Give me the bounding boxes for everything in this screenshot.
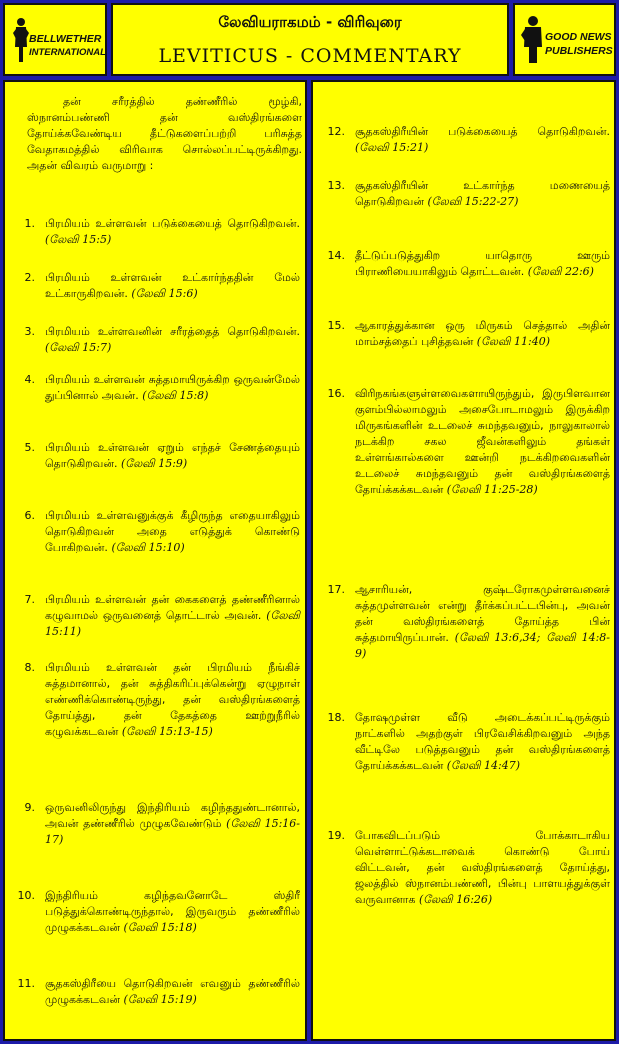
item-text: சூதகஸ்திரீயை தொடுகிறவன் எவனும் தண்ணீரில் முழுகக்கடவன் bbox=[45, 977, 300, 1006]
item-text: தீட்டுப்படுத்துகிற யாதொரு ஊரும் பிராணியையாகிலும் தொட்டவன். bbox=[355, 249, 610, 278]
bellwether-line2: INTERNATIONAL bbox=[29, 47, 106, 58]
item-number: 18. bbox=[327, 711, 345, 724]
title-tamil: லேவியராகமம் - விரிவுரை bbox=[218, 13, 402, 31]
bellwether-figure-icon bbox=[13, 17, 29, 63]
item-number: 4. bbox=[24, 373, 35, 386]
item-text: சூதகஸ்திரீயின் உட்கார்ந்த மணையைத் தொடுகிறவன் bbox=[355, 179, 610, 208]
item-reference: (லேவி 15:11) bbox=[45, 609, 300, 638]
item-reference: (லேவி 15:7) bbox=[45, 341, 112, 354]
intro-paragraph: தன் சரீரத்தில் தண்ணீரில் மூழ்கி, ஸ்நானம்பண்ணி தன் வஸ்திரங்களை தோய்க்கவேண்டிய தீட்டுகளைப்பற்றி பரிசுத்த வேதாகமத்தில் விரிவாக சொல்லப்பட்டிருக்கிறது. அதன் விவரம் வருமாறு : bbox=[27, 95, 302, 172]
item-number: 14. bbox=[327, 249, 345, 262]
item-text: பிரமியம் உள்ளவன் சுத்தமாயிருக்கிற ஒருவன்மேல் துப்பினால் அவன். bbox=[45, 373, 300, 402]
bellwether-logo bbox=[3, 3, 107, 76]
item-reference: (லேவி 15:22-27) bbox=[427, 195, 519, 208]
item-reference: (லேவி 15:18) bbox=[123, 921, 197, 934]
item-text: தோஷமுள்ள வீடு அடைக்கப்பட்டிருக்கும் நாட்களில் அதற்குள் பிரவேசிக்கிறவனும் அந்த வீட்டிலே படுத்தவனும் தன் வஸ்திரங்களைத் தோய்க்கக்கடவன் bbox=[355, 711, 610, 772]
item-reference: (லேவி 13:6,34; லேவி 14:8-9) bbox=[355, 631, 610, 660]
item-text: ஒருவனிலிருந்து இந்திரியம் கழிந்ததுண்டானால், அவன் தண்ணீரில் முழுகவேண்டும் bbox=[45, 801, 300, 830]
item-text: பிரமியம் உள்ளவனுக்குக் கீழிருந்த எதையாகிலும் தொடுகிறவன் அதை எடுத்துக் கொண்டு போகிறவன். bbox=[45, 509, 300, 554]
item-number: 3. bbox=[24, 325, 35, 338]
item-text: பிரமியம் உள்ளவன் உட்கார்ந்ததின் மேல் உட்காருகிறவன். bbox=[45, 271, 300, 300]
good-news-line2: PUBLISHERS bbox=[545, 45, 613, 57]
item-reference: (லேவி 15:16-17) bbox=[45, 817, 300, 846]
item-text: ஆகாரத்துக்கான ஒரு மிருகம் செத்தால் அதின் மாம்சத்தைப் புசித்தவன் bbox=[355, 319, 610, 348]
item-number: 17. bbox=[327, 583, 345, 596]
item-reference: (லேவி 15:10) bbox=[111, 541, 185, 554]
item-text: விரிநகங்களுள்ளவைகளாயிருந்தும், இருபிளவான குளம்பில்லாமலும் அசைபோடாமலும் இருக்கிற மிருகங்களின் உடலைச் சுமந்தவனும், நாலுகாலால் நடக்கிற சகல ஜீவன்களிலும் தங்கள் உள்ளங்கால்களை ஊன்றி நடக்கிறவைகளின் உடலைச் சுமந்தவனும் தன் வஸ்திரங்களைத் தோய்க்கக்கடவன் bbox=[355, 387, 610, 496]
item-text: இந்திரியம் கழிந்தவனோடே ஸ்திரீ படுத்துக்கொண்டிருந்தால், இருவரும் தண்ணீரில் முழுகக்கடவன் bbox=[45, 889, 300, 934]
item-reference: (லேவி 15:6) bbox=[131, 287, 198, 300]
item-reference: (லேவி 15:5) bbox=[45, 233, 112, 246]
item-number: 2. bbox=[24, 271, 35, 284]
item-reference: (லேவி 16:26) bbox=[418, 893, 493, 906]
right-column bbox=[311, 80, 616, 1041]
bellwether-line1: BELLWETHER bbox=[29, 33, 102, 45]
item-number: 13. bbox=[327, 179, 345, 192]
item-reference: (லேவி 15:8) bbox=[142, 389, 209, 402]
item-number: 12. bbox=[327, 125, 345, 138]
item-text: பிரமியம் உள்ளவன் ஏறும் எந்தச் சேணத்தையும் தொடுகிறவன். bbox=[45, 441, 300, 470]
item-reference: (லேவி 15:19) bbox=[123, 993, 197, 1006]
item-text: பிரமியம் உள்ளவன் தன் பிரமியம் நீங்கிச் சுத்தமானால், தன் சுத்திகரிப்புக்கென்று ஏழுநாள் எண்ணிக்கொண்டிருந்து, தன் வஸ்திரங்களைத் தோய்த்து, தன் தேகத்தை ஊற்றுநீரில் கழுவக்கடவன் bbox=[45, 661, 300, 738]
item-number: 8. bbox=[24, 661, 35, 674]
item-text: பிரமியம் உள்ளவன் தன் கைகளைத் தண்ணீரினால் கழுவாமல் ஒருவனைத் தொட்டால் அவன். bbox=[45, 593, 300, 622]
item-reference: (லேவி 11:25-28) bbox=[446, 483, 538, 496]
item-number: 15. bbox=[327, 319, 345, 332]
page-header bbox=[111, 3, 509, 76]
item-number: 16. bbox=[327, 387, 345, 400]
left-column bbox=[3, 80, 307, 1041]
item-number: 9. bbox=[24, 801, 35, 814]
item-number: 10. bbox=[17, 889, 35, 902]
item-text: பிரமியம் உள்ளவனின் சரீரத்தைத் தொடுகிறவன். bbox=[45, 325, 300, 338]
item-text: ஆசாரியன், குஷ்டரோகமுள்ளவனைச் சுத்தமுள்ளவன் என்று தீர்க்கப்பட்டபின்பு, அவன் தன் வஸ்திரங்களைத் தோய்த்த பின் சுத்தமாயிருப்பான். bbox=[355, 583, 610, 644]
item-number: 6. bbox=[24, 509, 35, 522]
item-reference: (லேவி 15:21) bbox=[355, 141, 429, 154]
item-reference: (லேவி 22:6) bbox=[527, 265, 594, 278]
title-english: LEVITICUS - COMMENTARY bbox=[158, 45, 462, 67]
item-number: 5. bbox=[24, 441, 35, 454]
item-reference: (லேவி 15:13-15) bbox=[121, 725, 213, 738]
good-news-figure-icon bbox=[521, 15, 543, 65]
item-number: 11. bbox=[17, 977, 35, 990]
item-text: சூதகஸ்திரீயின் படுக்கையைத் தொடுகிறவன். bbox=[355, 125, 610, 138]
item-reference: (லேவி 15:9) bbox=[120, 457, 188, 470]
item-number: 1. bbox=[24, 217, 35, 230]
good-news-line1: GOOD NEWS bbox=[545, 31, 612, 43]
item-reference: (லேவி 14:47) bbox=[446, 759, 520, 772]
item-reference: (லேவி 11:40) bbox=[476, 335, 551, 348]
item-number: 19. bbox=[327, 829, 345, 842]
good-news-logo bbox=[513, 3, 616, 76]
item-text: போகவிடப்படும் போக்காடாகிய வெள்ளாட்டுக்கடாவைக் கொண்டு போய் விட்டவன், தன் வஸ்திரங்களைத் தோய்த்து, ஜலத்தில் ஸ்நானம்பண்ணி, பின்பு பாளயத்துக்குள் வருவானாக bbox=[355, 829, 610, 906]
item-number: 7. bbox=[24, 593, 35, 606]
item-text: பிரமியம் உள்ளவன் படுக்கையைத் தொடுகிறவன். bbox=[45, 217, 300, 230]
